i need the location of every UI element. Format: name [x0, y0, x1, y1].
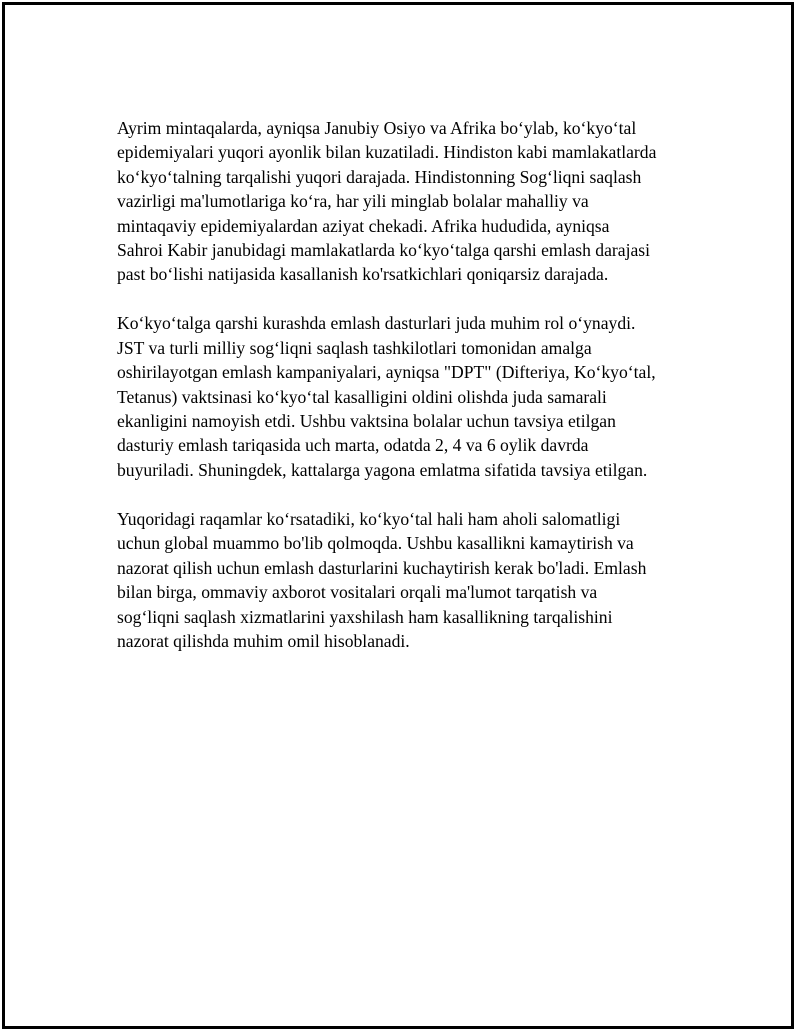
- paragraph-vaccination-programs: Koʻkyoʻtalga qarshi kurashda emlash dasturlari juda muhim rol oʻynaydi. JST va turli milliy sogʻliqni saqlash tashkilotlari tomonidan amalga oshirilayotgan emlash kampaniyalari, ayniqsa "DPT" (Difteriya, Koʻkyoʻtal, Tetanus) vaktsinasi koʻkyoʻtal kasalligini oldini olishda juda samarali ekanligini namoyish etdi. Ushbu vaktsina bolalar uchun tavsiya etilgan dasturiy emlash tariqasida uch marta, odatda 2, 4 va 6 oylik davrda buyuriladi. Shuningdek, kattalarga yagona emlatma sifatida tavsiya etilgan.: [117, 313, 656, 480]
- document-body: [117, 116, 702, 678]
- paragraph-regional-epidemics: Ayrim mintaqalarda, ayniqsa Janubiy Osiyo va Afrika boʻylab, koʻkyoʻtal epidemiyalari yuqori ayonlik bilan kuzatiladi. Hindiston kabi mamlakatlarda koʻkyoʻtalning tarqalishi yuqori darajada. Hindistonning Sogʻliqni saqlash vazirligi ma'lumotlariga koʻra, har yili minglab bolalar mahalliy va mintaqaviy epidemiyalardan aziyat chekadi. Afrika hududida, ayniqsa Sahroi Kabir janubidagi mamlakatlarda koʻkyoʻtalga qarshi emlash darajasi past boʻlishi natijasida kasallanish ko'rsatkichlari qoniqarsiz darajada.: [117, 118, 657, 285]
- paragraph-conclusion: Yuqoridagi raqamlar koʻrsatadiki, koʻkyoʻtal hali ham aholi salomatligi uchun global muammo bo'lib qolmoqda. Ushbu kasallikni kamaytirish va nazorat qilish uchun emlash dasturlarini kuchaytirish kerak bo'ladi. Emlash bilan birga, ommaviy axborot vositalari orqali ma'lumot tarqatish va sogʻliqni saqlash xizmatlarini yaxshilash ham kasallikning tarqalishini nazorat qilishda muhim omil hisoblanadi.: [117, 508, 647, 651]
